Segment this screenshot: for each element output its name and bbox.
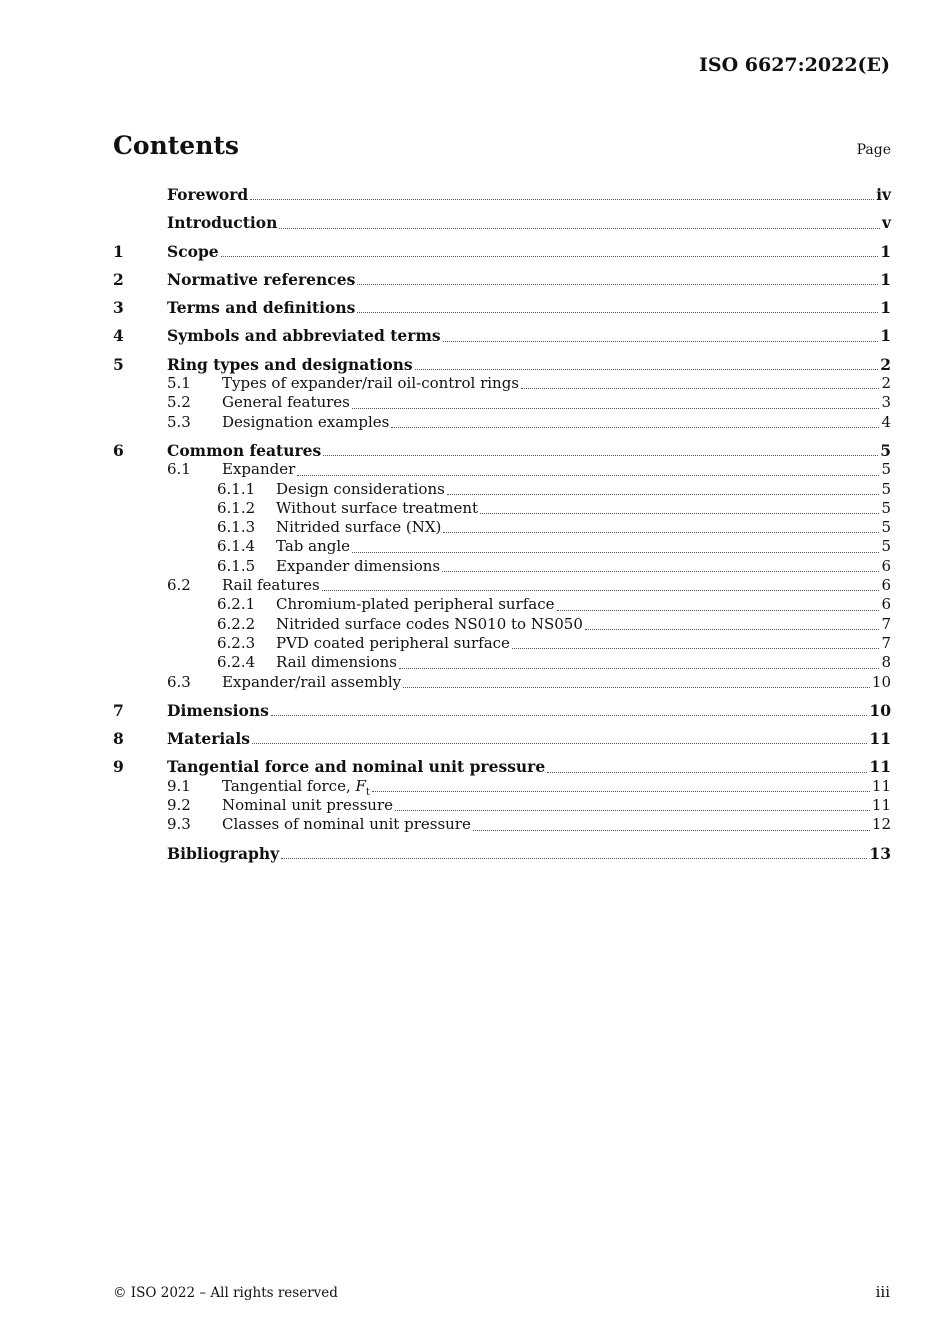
toc-entry-number: 5: [113, 354, 124, 374]
toc-entry-title: Tangential force, $F_t$: [222, 776, 370, 798]
toc-entry[interactable]: [113, 729, 891, 748]
toc-entry-symbol: F: [355, 776, 366, 795]
toc-entry[interactable]: [113, 673, 891, 692]
toc-entry-page: 11: [869, 757, 891, 777]
toc-entry-page: v: [881, 213, 891, 233]
toc-dot-leader: [442, 570, 879, 572]
toc-dot-leader: [443, 340, 879, 342]
toc-dot-leader: [585, 628, 880, 630]
toc-entry[interactable]: [113, 777, 891, 796]
toc-dot-leader: [372, 790, 870, 792]
toc-entry[interactable]: [113, 242, 891, 261]
toc-dot-leader: [271, 714, 868, 716]
toc-entry-number: 9: [113, 757, 124, 777]
toc-entry-number: 2: [113, 269, 124, 289]
toc-dot-leader: [252, 742, 867, 744]
toc-entry[interactable]: [113, 615, 891, 634]
toc-entry-title: Tab angle: [276, 537, 351, 556]
toc-entry-number: 6: [113, 440, 124, 460]
toc-entry-number: 6.1.4: [217, 537, 256, 556]
toc-dot-leader: [297, 474, 879, 476]
toc-entry[interactable]: [113, 298, 891, 317]
toc-entry-title: Common features: [167, 440, 322, 460]
toc-entry-title: Nitrided surface codes NS010 to NS050: [276, 614, 583, 633]
toc-entry-page: 4: [881, 412, 891, 431]
toc-entry-title: Expander dimensions: [276, 556, 441, 575]
toc-entry-page: 5: [881, 498, 891, 517]
toc-entry[interactable]: [113, 374, 891, 393]
toc-entry-page: 7: [881, 633, 891, 652]
toc-entry-title: Chromium-plated peripheral surface: [276, 595, 555, 614]
toc-entry-number: 6.1: [167, 460, 191, 479]
toc-entry-page: 6: [881, 595, 891, 614]
toc-entry-page: 12: [871, 815, 891, 834]
toc-entry-page: 11: [871, 796, 891, 815]
toc-entry[interactable]: [113, 518, 891, 537]
toc-entry-number: 6.3: [167, 672, 191, 691]
toc-dot-leader: [279, 227, 880, 229]
toc-entry[interactable]: [113, 393, 891, 412]
toc-entry[interactable]: [113, 595, 891, 614]
toc-entry[interactable]: [113, 213, 891, 232]
toc-dot-leader: [557, 609, 880, 611]
document-id: ISO 6627:2022(E): [698, 54, 890, 76]
toc-entry-title: General features: [222, 393, 350, 412]
toc-entry-page: 1: [880, 298, 891, 318]
toc-dot-leader: [395, 809, 870, 811]
toc-entry-title: Rail dimensions: [276, 653, 397, 672]
toc-dot-leader: [323, 454, 878, 456]
toc-dot-leader: [512, 647, 880, 649]
toc-dot-leader: [473, 829, 870, 831]
toc-entry[interactable]: [113, 326, 891, 345]
toc-entry-title: Expander: [222, 460, 296, 479]
toc-entry-subscript: t: [365, 786, 370, 798]
toc-entry-page: 10: [869, 700, 891, 720]
toc-entry-page: 6: [881, 556, 891, 575]
toc-entry-number: 8: [113, 729, 124, 749]
copyright-notice: © ISO 2022 – All rights reserved: [113, 1285, 338, 1301]
toc-dot-leader: [322, 589, 880, 591]
toc-entry[interactable]: [113, 576, 891, 595]
toc-entry-number: 6.2.1: [217, 595, 256, 614]
toc-dot-leader: [221, 255, 879, 257]
toc-entry-page: 1: [880, 326, 891, 346]
toc-entry-number: 9.2: [167, 796, 191, 815]
toc-entry-number: 4: [113, 326, 124, 346]
toc-entry-title: Nitrided surface (NX): [276, 518, 442, 537]
toc-entry-number: 6.2.4: [217, 653, 256, 672]
toc-entry-title: Without surface treatment: [276, 498, 479, 517]
toc-entry-page: 2: [881, 374, 891, 393]
toc-entry-title: PVD coated peripheral surface: [276, 633, 510, 652]
toc-dot-leader: [357, 283, 878, 285]
toc-dot-leader: [415, 368, 879, 370]
toc-entry-title: Introduction: [167, 213, 278, 233]
toc-entry[interactable]: [113, 557, 891, 576]
toc-entry-title: Classes of nominal unit pressure: [222, 815, 471, 834]
toc-dot-leader: [480, 512, 879, 514]
toc-dot-leader: [443, 531, 879, 533]
toc-entry[interactable]: [113, 537, 891, 556]
toc-entry-title: Ring types and designations: [167, 354, 413, 374]
toc-entry-title: Symbols and abbreviated terms: [167, 326, 441, 346]
toc-entry-number: 6.1.1: [217, 479, 256, 498]
toc-entry-page: 7: [881, 614, 891, 633]
toc-entry-number: 6.2: [167, 576, 191, 595]
toc-entry-page: 11: [871, 776, 891, 795]
toc-entry-title: Types of expander/rail oil-control rings: [222, 374, 520, 393]
toc-entry-page: 8: [881, 653, 891, 672]
toc-entry-page: 10: [871, 672, 891, 691]
toc-entry-page: 1: [880, 241, 891, 261]
toc-entry-title: Rail features: [222, 576, 320, 595]
toc-entry-title: Dimensions: [167, 700, 269, 720]
toc-entry-title: Bibliography: [167, 843, 280, 863]
toc-entry-title: Expander/rail assembly: [222, 672, 402, 691]
toc-entry[interactable]: [113, 413, 891, 432]
toc-dot-leader: [352, 407, 880, 409]
toc-entry-title: Scope: [167, 241, 219, 261]
toc-entry-number: 5.2: [167, 393, 191, 412]
toc-entry[interactable]: [113, 757, 891, 776]
toc-entry-number: 5.1: [167, 374, 191, 393]
toc-entry-page: 2: [880, 354, 891, 374]
table-of-contents: [113, 185, 891, 863]
toc-entry[interactable]: [113, 460, 891, 479]
toc-entry-page: 3: [881, 393, 891, 412]
toc-entry-number: 6.1.2: [217, 498, 256, 517]
toc-entry-title: Nominal unit pressure: [222, 796, 394, 815]
toc-entry-number: 6.2.3: [217, 633, 256, 652]
toc-entry-title: Materials: [167, 729, 250, 749]
toc-entry-number: 5.3: [167, 412, 191, 431]
toc-entry-title: Design considerations: [276, 479, 445, 498]
toc-entry-number: 6.1.3: [217, 518, 256, 537]
toc-entry-page: 5: [880, 440, 891, 460]
toc-entry-title: Foreword: [167, 185, 249, 204]
toc-entry-page: 11: [869, 729, 891, 749]
toc-dot-leader: [352, 551, 879, 553]
toc-dot-leader: [250, 198, 874, 200]
toc-entry[interactable]: [113, 796, 891, 815]
toc-dot-leader: [357, 311, 878, 313]
toc-entry-number: 9.3: [167, 815, 191, 834]
toc-entry[interactable]: [113, 815, 891, 834]
toc-entry-title: Terms and definitions: [167, 298, 356, 318]
toc-dot-leader: [547, 771, 867, 773]
toc-entry-title: Normative references: [167, 269, 356, 289]
toc-entry-page: 5: [881, 460, 891, 479]
toc-entry-title: Designation examples: [222, 412, 390, 431]
toc-entry[interactable]: [113, 499, 891, 518]
toc-dot-leader: [391, 426, 879, 428]
contents-title: Contents: [113, 131, 240, 160]
toc-entry[interactable]: [113, 441, 891, 460]
toc-entry[interactable]: [113, 270, 891, 289]
toc-dot-leader: [403, 686, 870, 688]
toc-entry-page: 6: [881, 576, 891, 595]
toc-entry-page: iv: [876, 185, 891, 204]
toc-entry-number: 3: [113, 298, 124, 318]
toc-entry[interactable]: [113, 480, 891, 499]
toc-entry-page: 5: [881, 479, 891, 498]
toc-entry[interactable]: [113, 653, 891, 672]
toc-dot-leader: [521, 387, 879, 389]
page-number: iii: [875, 1283, 890, 1301]
toc-dot-leader: [399, 667, 879, 669]
toc-entry-number: 7: [113, 700, 124, 720]
toc-entry-page: 5: [881, 518, 891, 537]
toc-entry-number: 6.2.2: [217, 614, 256, 633]
toc-entry-number: 6.1.5: [217, 556, 256, 575]
toc-entry-number: 1: [113, 241, 124, 261]
toc-entry-page: 5: [881, 537, 891, 556]
toc-dot-leader: [447, 493, 880, 495]
toc-entry-title: Tangential force and nominal unit pressure: [167, 757, 546, 777]
toc-entry-page: 1: [880, 269, 891, 289]
toc-entry[interactable]: [113, 844, 891, 863]
toc-entry[interactable]: [113, 634, 891, 653]
toc-dot-leader: [281, 857, 867, 859]
toc-entry-number: 9.1: [167, 776, 191, 795]
toc-entry[interactable]: [113, 185, 891, 204]
toc-entry[interactable]: [113, 701, 891, 720]
toc-entry[interactable]: [113, 355, 891, 374]
toc-entry-page: 13: [869, 843, 891, 863]
page-column-label: Page: [856, 142, 891, 158]
